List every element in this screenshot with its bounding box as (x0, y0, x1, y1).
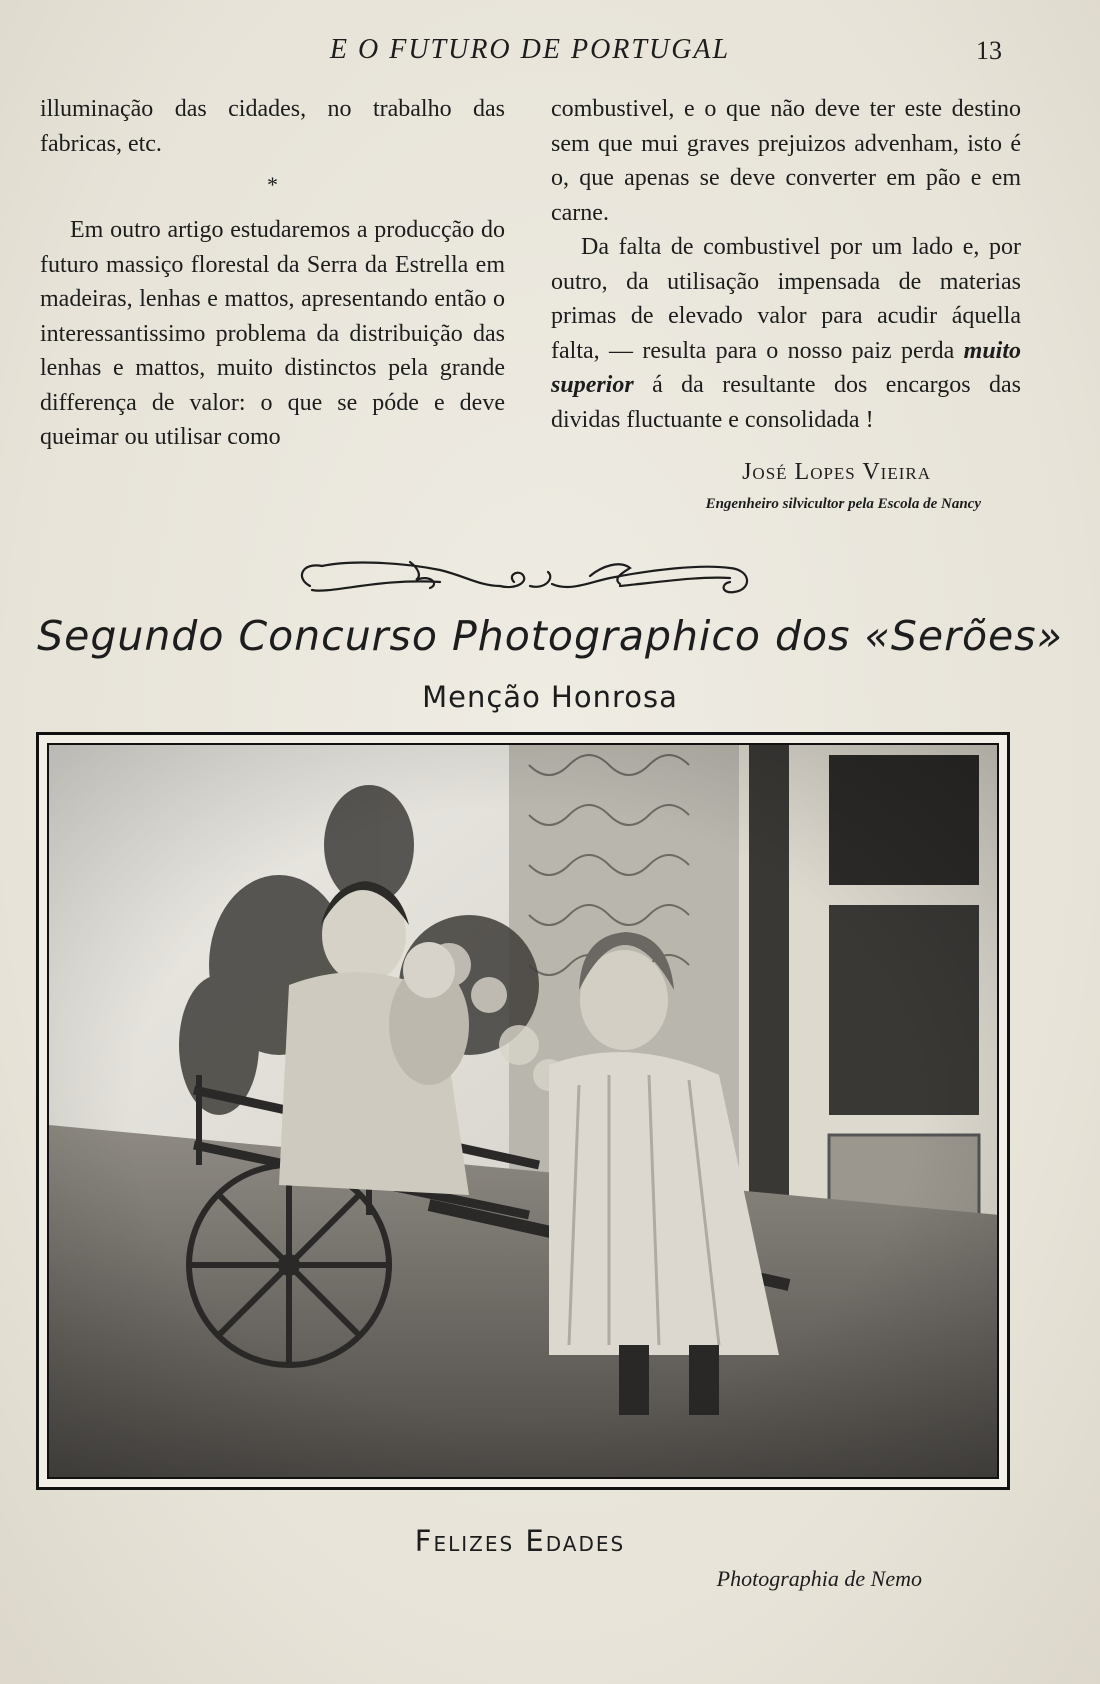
left-paragraph-2: Em outro artigo estudaremos a producção do futuro massiço florestal da Serra da Estrella em madeiras, lenhas e mattos, apresentando então o interessantissimo problema da distribuição das lenhas e mattos, muito distinctos pela grande differença de valor: o que se póde e deve queimar ou utilisar como (40, 217, 505, 450)
right-paragraph-2-end: á da resultante dos encargos das dividas fluctuante e consolidada ! (551, 372, 1021, 433)
author-name: José Lopes Vieira (742, 459, 931, 485)
author-title: Engenheiro silvicultor pela Escola de Nancy (705, 495, 981, 512)
photo-caption: Felizes Edades (414, 1524, 626, 1558)
photo-credit: Photographia de Nemo (716, 1566, 922, 1591)
page-number: 13 (976, 36, 1002, 65)
running-title: E O FUTURO DE PORTUGAL (329, 34, 731, 65)
photo-frame (36, 732, 1010, 1490)
left-column (40, 92, 505, 455)
contest-subtitle: Menção Honrosa (422, 680, 678, 714)
left-paragraph-1: illuminação das cidades, no trabalho das fabricas, etc. (40, 96, 505, 157)
right-paragraph-2-start: Da falta de combustivel por um lado e, por outro, da utilisação impensada de materias primas de elevado valor para acudir áquella falta, — resulta para o nosso paiz perda (551, 234, 1021, 364)
photograph-illustration (49, 745, 999, 1479)
running-head (0, 34, 1100, 74)
section-asterisk: * (267, 172, 278, 197)
right-paragraph-1: combustivel, e o que não deve ter este destino sem que mui graves prejuizos advenham, isto é o, que apenas se deve converter em pão e em carne. (551, 96, 1021, 226)
photograph (47, 743, 999, 1479)
decorative-flourish (290, 556, 760, 604)
emphasis-text: muito superior (551, 337, 1022, 398)
right-column (551, 92, 1021, 518)
contest-title: Segundo Concurso Photographico dos «Serões» (37, 612, 1063, 660)
right-paragraph-2 (551, 230, 1021, 437)
